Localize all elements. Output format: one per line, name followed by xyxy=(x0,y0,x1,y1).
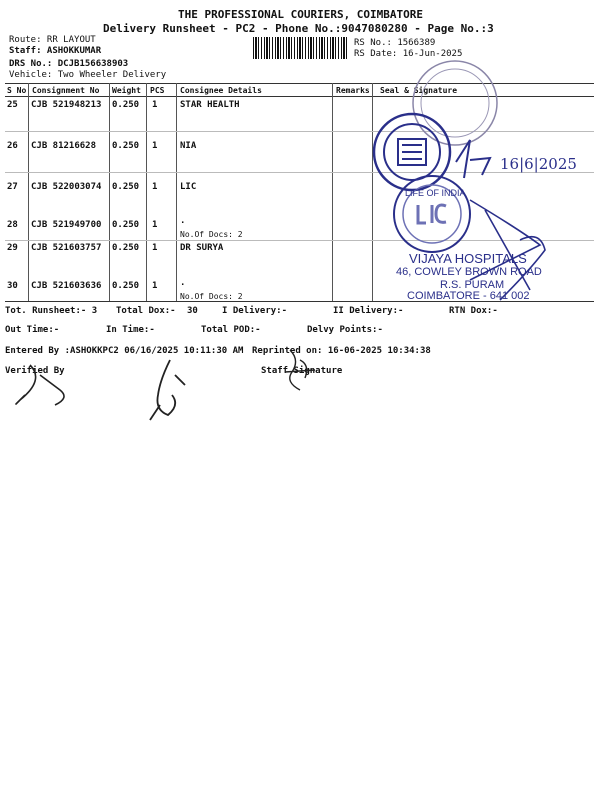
row-weight: 0.250 xyxy=(112,182,140,192)
total-pod: Total POD:- xyxy=(201,325,261,335)
runsheet-subtitle: Delivery Runsheet - PC2 - Phone No.:9047080280 - Page No.:3 xyxy=(103,22,494,35)
col-weight: Weight xyxy=(112,86,141,95)
i-delivery: I Delivery:- xyxy=(222,306,288,316)
middle-signature xyxy=(150,360,185,420)
col-pcs: PCS xyxy=(150,86,165,95)
route-text: Route: RR LAYOUT xyxy=(9,35,96,45)
row-weight: 0.250 xyxy=(112,281,140,291)
row-consignee: DR SURYA xyxy=(180,243,224,253)
staff-signature-scribble xyxy=(285,350,315,390)
row-pcs: 1 xyxy=(152,243,158,253)
ii-delivery: II Delivery:- xyxy=(333,306,404,316)
col-sno: S No xyxy=(7,86,27,95)
staff-signature-label: Staff Signature xyxy=(261,366,343,376)
row-consignment: CJB 521603757 xyxy=(31,243,102,253)
rs-number: RS No.: 1566389 xyxy=(354,38,436,48)
circular-seal-top xyxy=(413,61,497,145)
row-sno: 29 xyxy=(7,243,18,253)
company-title: THE PROFESSIONAL COURIERS, COIMBATORE xyxy=(178,8,424,21)
total-dox-value: 30 xyxy=(187,306,198,316)
row-pcs: 1 xyxy=(152,100,158,110)
row-doc-count: No.Of Docs: 2 xyxy=(180,292,243,301)
in-time: In Time:- xyxy=(106,325,155,335)
row-pcs: 1 xyxy=(152,182,158,192)
verified-by: Verified By xyxy=(5,366,65,376)
delvy-points: Delvy Points:- xyxy=(307,325,383,335)
staff-text: Staff: ASHOKKUMAR xyxy=(9,46,102,56)
hospital-stamp-line-4: COIMBATORE - 641 002 xyxy=(407,290,530,302)
row-consignment: CJB 521949700 xyxy=(31,220,102,230)
col-consignment: Consignment No xyxy=(32,86,100,95)
handwritten-date-strokes xyxy=(456,140,490,178)
row-consignee: . xyxy=(180,278,186,288)
row-pcs: 1 xyxy=(152,220,158,230)
lic-stamp-text: LIFE OF INDIA xyxy=(405,188,466,198)
row-consignee: NIA xyxy=(180,141,197,151)
row-weight: 0.250 xyxy=(112,243,140,253)
row-consignment: CJB 81216628 xyxy=(31,141,97,151)
hospital-stamp-line-1: VIJAYA HOSPITALS xyxy=(409,251,527,266)
entered-by: Entered By :ASHOKKPC2 06/16/2025 10:11:30 AM xyxy=(5,346,244,356)
row-consignment: CJB 521948213 xyxy=(31,100,102,110)
row-weight: 0.250 xyxy=(112,141,140,151)
handwritten-date: 16|6|2025 xyxy=(500,155,577,173)
row-weight: 0.250 xyxy=(112,220,140,230)
verified-signature xyxy=(16,365,64,405)
row-doc-count: No.Of Docs: 2 xyxy=(180,230,243,239)
row-sno: 25 xyxy=(7,100,18,110)
row-sno: 26 xyxy=(7,141,18,151)
rs-date: RS Date: 16-Jun-2025 xyxy=(354,49,463,59)
row-sno: 27 xyxy=(7,182,18,192)
purple-rubber-stamp xyxy=(374,114,450,190)
row-consignee: LIC xyxy=(180,182,197,192)
row-pcs: 1 xyxy=(152,141,158,151)
hospital-stamp-line-3: R.S. PURAM xyxy=(440,279,505,291)
col-remarks: Remarks xyxy=(336,86,370,95)
out-time: Out Time:- xyxy=(5,325,60,335)
col-consignee: Consignee Details xyxy=(180,86,262,95)
row-weight: 0.250 xyxy=(112,100,140,110)
row-sno: 28 xyxy=(7,220,18,230)
row-consignee: . xyxy=(180,216,186,226)
row-sno: 30 xyxy=(7,281,18,291)
vehicle-text: Vehicle: Two Wheeler Delivery xyxy=(9,70,167,80)
row-pcs: 1 xyxy=(152,281,158,291)
drs-number: DRS No.: DCJB156638903 xyxy=(9,59,129,69)
row-consignee: STAR HEALTH xyxy=(180,100,240,110)
col-seal: Seal & Signature xyxy=(380,86,458,95)
reprinted-on: Reprinted on: 16-06-2025 10:34:38 xyxy=(252,346,431,356)
rtn-dox: RTN Dox:- xyxy=(449,306,498,316)
row-consignment: CJB 522003074 xyxy=(31,182,102,192)
hospital-stamp-line-2: 46, COWLEY BROWN ROAD xyxy=(396,266,542,278)
tot-runsheet: Tot. Runsheet:- 3 xyxy=(5,306,98,316)
total-dox-label: Total Dox:- xyxy=(116,306,176,316)
row-consignment: CJB 521603636 xyxy=(31,281,102,291)
